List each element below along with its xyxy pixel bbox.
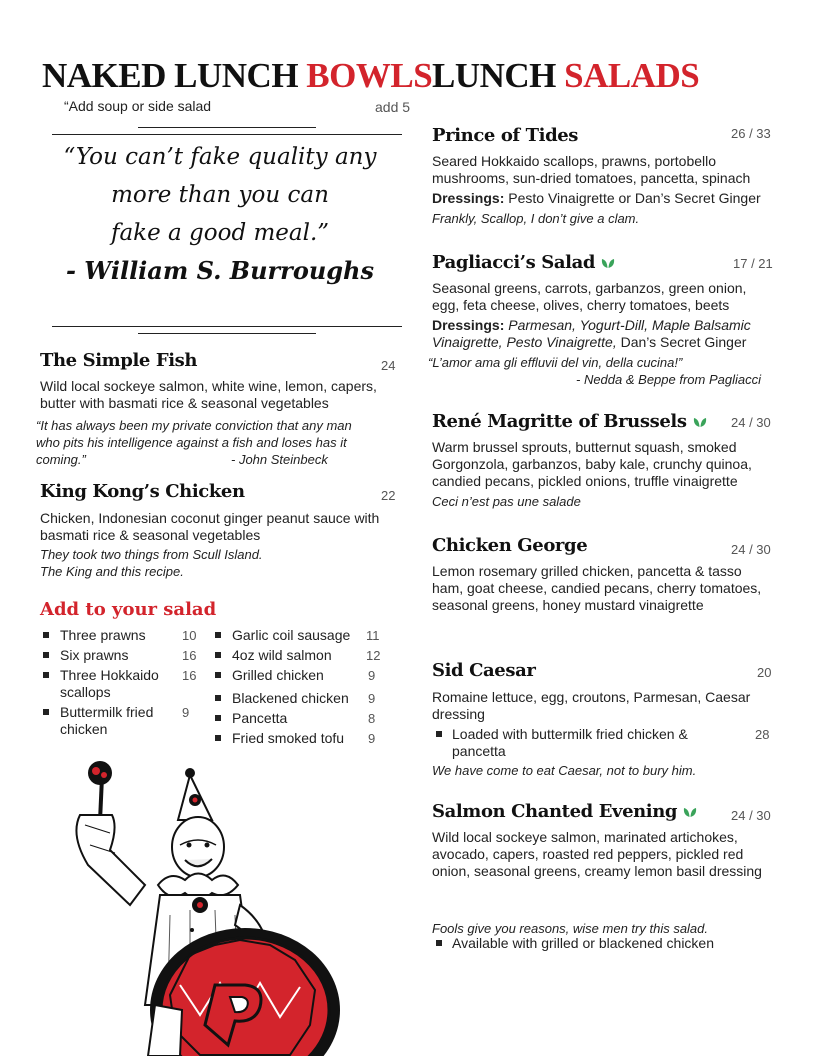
item-desc: Chicken, Indonesian coconut ginger peanut sauce with basmati rice & seasonal vegetables bbox=[40, 510, 380, 543]
quote-author: - William S. Burroughs bbox=[65, 256, 375, 285]
clown-illustration bbox=[40, 755, 340, 1056]
item-quote: “It has always been my private conviction that any man who pits his intelligence against a fish and loses has it coming.” - John Steinbeck bbox=[36, 418, 352, 467]
divider bbox=[138, 127, 316, 128]
salad-name-rene-magritte: René Magritte of Brussels bbox=[432, 411, 707, 432]
salad-name-pagliacci: Pagliacci’s Salad bbox=[432, 252, 615, 273]
list-item: Available with grilled or blackened chicken bbox=[432, 935, 792, 952]
item-dressings: Dressings: Parmesan, Yogurt-Dill, Maple Balsamic Vinaigrette, Pesto Vinaigrette, Dan’s Secret Ginger bbox=[432, 317, 751, 350]
salad-name-prince-of-tides: Prince of Tides bbox=[432, 125, 579, 146]
addon-price: add 5 bbox=[375, 99, 411, 115]
divider bbox=[52, 326, 402, 327]
list-item: Loaded with buttermilk fried chicken & pancetta bbox=[432, 726, 722, 760]
salad-name-chicken-george: Chicken George bbox=[432, 535, 588, 556]
item-tagline: Fools give you reasons, wise men try this salad. bbox=[432, 921, 709, 936]
item-quote: “L’amor ama gli effluvii del vin, della cucina!” bbox=[428, 355, 683, 370]
salads-title: LUNCH SALADS bbox=[432, 56, 700, 95]
item-price: 22 bbox=[381, 488, 396, 503]
item-desc: Wild local sockeye salmon, marinated artichokes, avocado, capers, roasted red peppers, pickled red onion, seasonal greens, creamy lemon basil dressing bbox=[432, 829, 762, 879]
item-desc: Lemon rosemary grilled chicken, pancetta & tasso ham, goat cheese, candied pecans, cherry tomatoes, seasonal greens, honey mustard vinaigrette bbox=[432, 563, 762, 613]
addon-note: “Add soup or side salad bbox=[64, 98, 212, 114]
item-price: 20 bbox=[757, 665, 772, 680]
salad-name-sid-caesar: Sid Caesar bbox=[432, 660, 536, 681]
item-desc: Romaine lettuce, egg, croutons, Parmesan, Caesar dressing bbox=[432, 689, 751, 722]
item-dressings: Dressings: Pesto Vinaigrette or Dan’s Secret Ginger bbox=[432, 190, 761, 206]
leaf-icon bbox=[601, 258, 615, 269]
addons-title: Add to your salad bbox=[40, 599, 217, 620]
item-tagline: We have come to eat Caesar, not to bury him. bbox=[432, 763, 697, 778]
leaf-icon bbox=[683, 807, 697, 818]
burroughs-quote: “You can’t fake quality any more than you can fake a good meal.” - William S. Burroughs bbox=[40, 138, 400, 290]
leaf-icon bbox=[693, 417, 707, 428]
quote-author: - Nedda & Beppe from Pagliacci bbox=[576, 372, 761, 387]
item-price: 24 / 30 bbox=[731, 415, 771, 430]
salad-name-salmon-chanted-evening: Salmon Chanted Evening bbox=[432, 801, 697, 822]
item-price: 24 / 30 bbox=[731, 808, 771, 823]
item-price: 28 bbox=[755, 727, 770, 742]
item-tagline: Ceci n’est pas une salade bbox=[432, 494, 581, 509]
item-tagline: Frankly, Scallop, I don’t give a clam. bbox=[432, 211, 640, 226]
item-desc: Seared Hokkaido scallops, prawns, portobello mushrooms, sun-dried tomatoes, pancetta, spinach bbox=[432, 153, 751, 186]
quote-author: - John Steinbeck bbox=[231, 452, 328, 467]
item-name-simple-fish: The Simple Fish bbox=[40, 350, 198, 371]
item-name-king-kong: King Kong’s Chicken bbox=[40, 481, 245, 502]
divider bbox=[52, 134, 402, 135]
item-price: 24 / 30 bbox=[731, 542, 771, 557]
item-tagline: They took two things from Scull Island. The King and this recipe. bbox=[40, 547, 263, 579]
item-desc: Seasonal greens, carrots, garbanzos, green onion, egg, feta cheese, olives, cherry tomatoes, beets bbox=[432, 280, 747, 313]
item-price: 24 bbox=[381, 358, 396, 373]
divider bbox=[138, 333, 316, 334]
item-price: 17 / 21 bbox=[733, 256, 773, 271]
item-price: 26 / 33 bbox=[731, 126, 771, 141]
item-desc: Wild local sockeye salmon, white wine, lemon, capers, butter with basmati rice & seasonal vegetables bbox=[40, 378, 377, 411]
item-desc: Warm brussel sprouts, butternut squash, smoked Gorgonzola, garbanzos, baby kale, crunchy quinoa, candied pecans, pickled onions, truffle vinaigrette bbox=[432, 439, 752, 489]
bowls-title: NAKED LUNCH BOWLS bbox=[42, 56, 433, 95]
